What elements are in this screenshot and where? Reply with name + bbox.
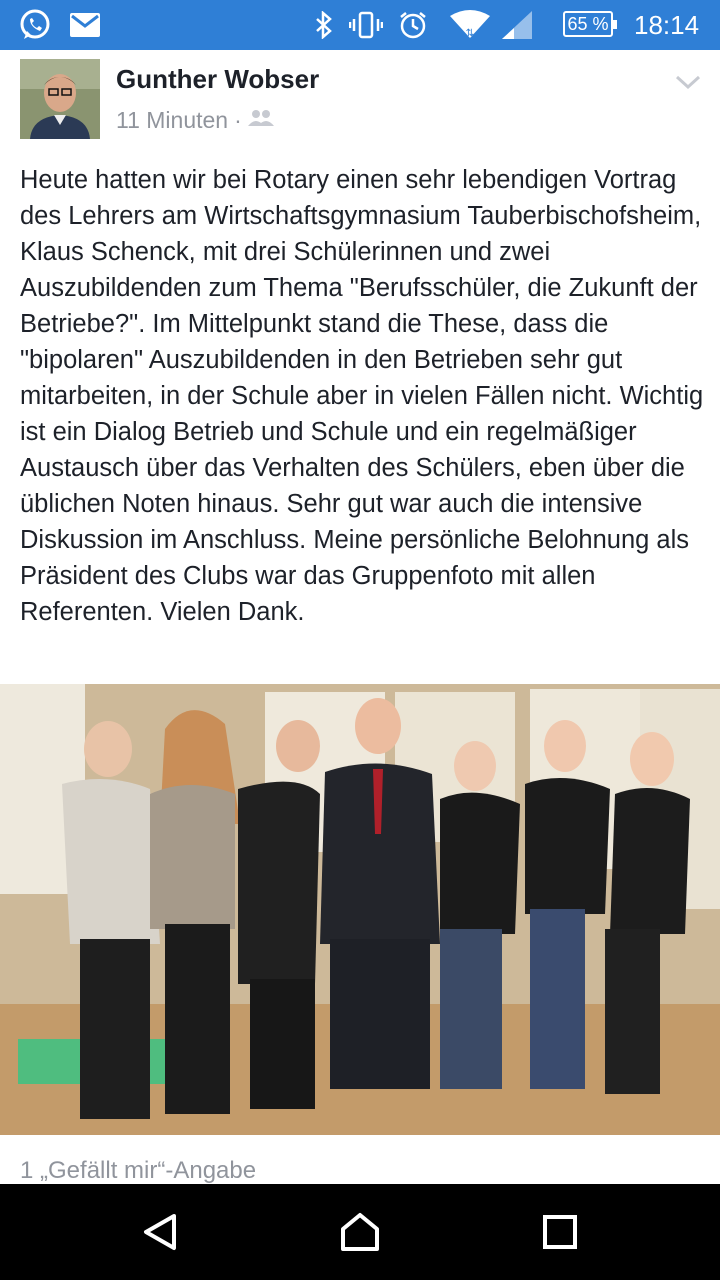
bluetooth-icon bbox=[312, 0, 336, 50]
home-icon[interactable] bbox=[330, 1202, 390, 1262]
vibrate-icon bbox=[348, 0, 384, 50]
meta-separator: · bbox=[234, 107, 242, 133]
chevron-down-icon[interactable] bbox=[674, 68, 702, 96]
post-photo[interactable] bbox=[0, 684, 720, 1135]
battery-icon: 65 % bbox=[563, 11, 613, 37]
likes-count[interactable]: 1 „Gefällt mir“-Angabe bbox=[20, 1157, 257, 1184]
recents-icon[interactable] bbox=[530, 1202, 590, 1262]
mail-icon bbox=[68, 0, 102, 50]
back-icon[interactable] bbox=[130, 1202, 190, 1262]
post-time[interactable]: 11 Minuten bbox=[116, 107, 229, 133]
clock: 18:14 bbox=[634, 10, 700, 40]
navigation-bar bbox=[0, 1184, 720, 1280]
status-bar bbox=[0, 0, 720, 50]
author-name[interactable]: Gunther Wobser bbox=[116, 64, 320, 94]
post-meta bbox=[116, 104, 274, 136]
svg-text:⇅: ⇅ bbox=[465, 28, 475, 39]
whatsapp-icon bbox=[16, 0, 54, 50]
friends-icon[interactable] bbox=[248, 104, 274, 136]
signal-icon bbox=[500, 0, 534, 50]
alarm-icon bbox=[396, 0, 430, 50]
wifi-icon bbox=[448, 0, 492, 50]
avatar[interactable] bbox=[20, 59, 100, 139]
post-text: Heute hatten wir bei Rotary einen sehr lebendigen Vortrag des Lehrers am Wirtschaftsgymnasium Tauberbischofsheim, Klaus Schenck, mit drei Schülerinnen und zwei Auszubildenden zum Thema "Berufsschüler, die Zukunft der Betriebe?". Im Mittelpunkt stand die These, dass die "bipolaren" Auszubildenden in den Betrieben sehr gut mitarbeiten, in der Schule aber in vielen Fällen nicht. Wichtig ist ein Dialog Betrieb und Schule und ein regelmäßiger Austausch über das Verhalten des Schülers, eben über die üblichen Noten hinaus. Sehr gut war auch die intensive Diskussion im Anschluss. Meine persönliche Belohnung als Präsident des Clubs war das Gruppenfoto mit allen Referenten. Vielen Dank. bbox=[20, 166, 704, 626]
